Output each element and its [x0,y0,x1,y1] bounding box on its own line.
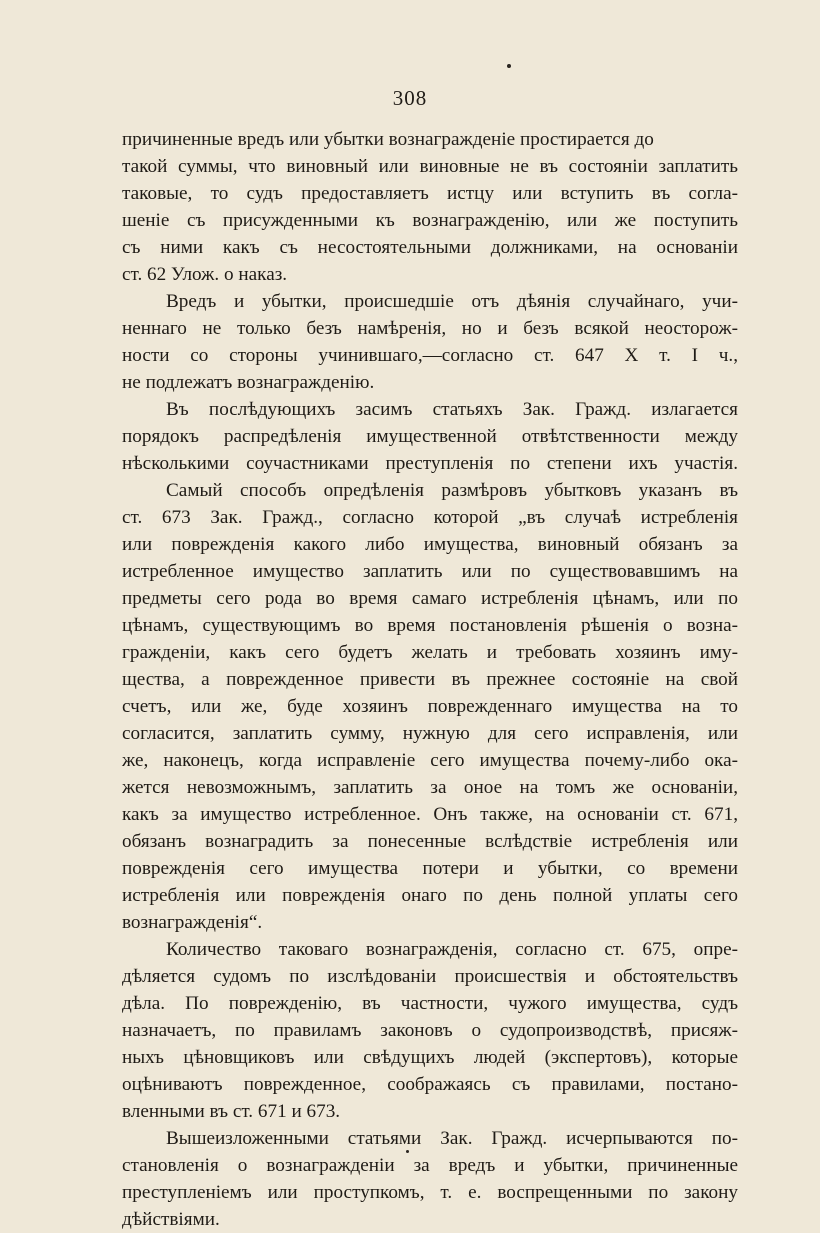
text-line: ст. 62 Улож. о наказ. [122,264,288,285]
text-line: неннаго не только безъ намѣренія, но и безъ всякой неосторож- [122,318,738,339]
text-line: цѣнамъ, существующимъ во время постановленія рѣшенія о возна- [122,615,738,636]
text-line: щества, а поврежденное привести въ прежнее состояніе на свой [122,669,738,690]
text-line: такой суммы, что виновный или виновные не въ состояніи заплатить [122,156,738,177]
text-line: Самый способъ опредѣленія размѣровъ убытковъ указанъ въ [166,480,738,501]
paragraph [122,1125,738,1233]
paragraph [122,936,738,1125]
text-line: согласится, заплатить сумму, нужную для сего исправленія, или [122,723,738,744]
text-line: не подлежатъ вознагражденію. [122,372,375,393]
body-text [122,126,738,1233]
ink-speck-top [507,64,511,68]
text-line: съ ними какъ съ несостоятельными должниками, на основаніи [122,237,738,258]
text-line: порядокъ распредѣленія имущественной отвѣтственности между [122,426,738,447]
text-line: истребленія или поврежденія онаго по день полной уплаты сего [122,885,738,906]
text-line: Вредъ и убытки, происшедшіе отъ дѣянія случайнаго, учи- [166,291,738,312]
text-line: дѣйствіями. [122,1209,220,1230]
paragraph [122,477,738,936]
text-line: ности со стороны учинившаго,—согласно ст. 647 X т. I ч., [122,345,738,366]
text-line: становленія о вознагражденіи за вредъ и убытки, причиненные [122,1155,738,1176]
text-line: шеніе съ присужденными къ вознагражденію, или же поступить [122,210,738,231]
text-line: истребленное имущество заплатить или по существовавшимъ на [122,561,738,582]
text-line: таковые, то судъ предоставляетъ истцу или вступить въ согла- [122,183,738,204]
text-line: ст. 673 Зак. Гражд., согласно которой „въ случаѣ истребленія [122,507,738,528]
text-line: счетъ, или же, буде хозяинъ поврежденнаго имущества на то [122,696,738,717]
text-line: предметы сего рода во время самаго истребленія цѣнамъ, или по [122,588,738,609]
text-line: дѣла. По поврежденію, въ частности, чужого имущества, судъ [122,993,738,1014]
text-line: оцѣниваютъ поврежденное, соображаясь съ правилами, постано- [122,1074,738,1095]
text-line: Вышеизложенными статьями Зак. Гражд. исчерпываются по- [166,1128,738,1149]
text-line: вленными въ ст. 671 и 673. [122,1101,341,1122]
text-line: или поврежденія какого либо имущества, виновный обязанъ за [122,534,738,555]
text-line: вознагражденія“. [122,912,263,933]
text-line: же, наконецъ, когда исправленіе сего имущества почему-либо ока- [122,750,738,771]
paragraph [122,126,738,288]
paragraph [122,288,738,396]
text-line: гражденіи, какъ сего будетъ желать и требовать хозяинъ иму- [122,642,738,663]
text-line: дѣляется судомъ по изслѣдованіи происшествія и обстоятельствъ [122,966,738,987]
text-line: назначаетъ, по правиламъ законовъ о судопроизводствѣ, присяж- [122,1020,738,1041]
text-line: Въ послѣдующихъ засимъ статьяхъ Зак. Гражд. излагается [166,399,738,420]
text-line: причиненные вредъ или убытки вознагражденіе простирается до [122,129,654,150]
text-line: жется невозможнымъ, заплатить за оное на томъ же основаніи, [122,777,738,798]
paragraph [122,396,738,477]
text-line: обязанъ вознаградить за понесенные вслѣдствіе истребленія или [122,831,738,852]
text-line: ныхъ цѣновщиковъ или свѣдущихъ людей (экспертовъ), которые [122,1047,738,1068]
text-line: какъ за имущество истребленное. Онъ также, на основаніи ст. 671, [122,804,738,825]
text-line: преступленіемъ или проступкомъ, т. е. воспрещенными по закону [122,1182,738,1203]
page-number: 308 [392,86,428,110]
text-line: Количество таковаго вознагражденія, согласно ст. 675, опре- [166,939,738,960]
text-line: поврежденія сего имущества потери и убытки, со времени [122,858,738,879]
text-line: нѣсколькими соучастниками преступленія по степени ихъ участія. [122,453,738,474]
